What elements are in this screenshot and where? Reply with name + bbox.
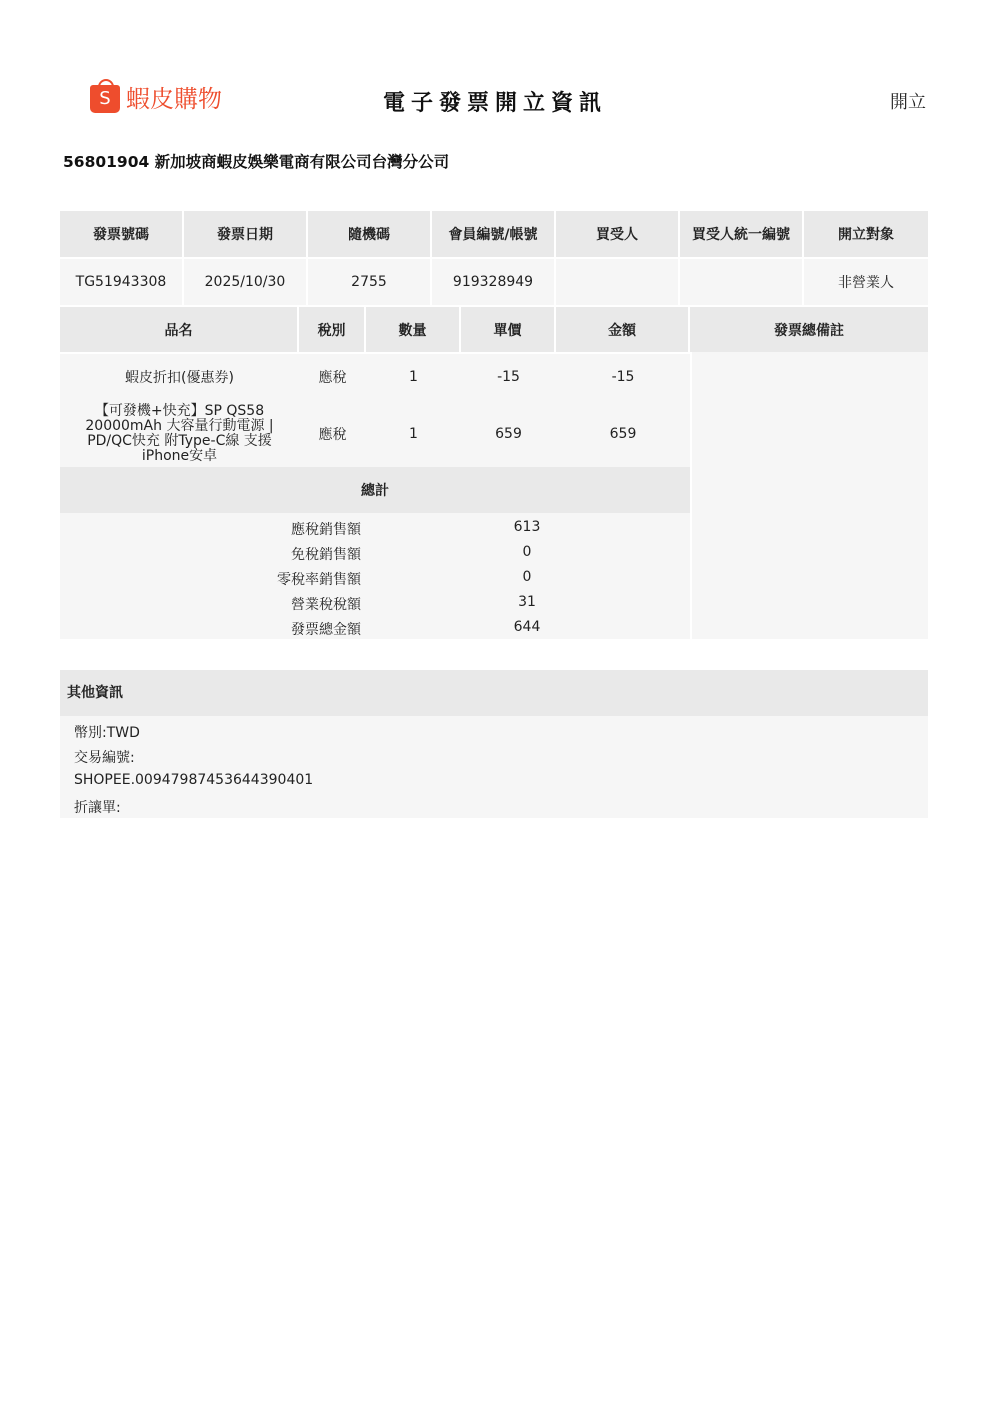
col-member-id: 會員編號/帳號: [432, 211, 556, 257]
business-tax-value: 31: [518, 594, 536, 610]
taxable-sales-value: 613: [513, 519, 541, 535]
invoice-total-value: 644: [513, 619, 541, 635]
col-buyer-tax-id: 買受人統一編號: [680, 211, 804, 257]
seller-info: 56801904 新加坡商蝦皮娛樂電商有限公司台灣分公司: [63, 153, 450, 171]
col-issue-target: 開立對象: [804, 211, 928, 257]
taxable-sales-label: 應稅銷售額: [291, 522, 361, 538]
currency-line: 幣別:TWD: [74, 725, 140, 741]
col-remarks: 發票總備註: [690, 307, 928, 352]
col-invoice-number: 發票號碼: [60, 211, 184, 257]
item-quantity: 1: [366, 400, 461, 467]
col-amount: 金額: [556, 307, 690, 352]
buyer-tax-id: [680, 259, 804, 305]
col-tax-type: 稅別: [299, 307, 366, 352]
invoice-date: 2025/10/30: [184, 259, 308, 305]
remarks-area: [690, 352, 928, 639]
buyer: [556, 259, 680, 305]
invoice-total-label: 發票總金額: [291, 622, 361, 638]
page-title: 電子發票開立資訊: [382, 91, 607, 116]
col-unit-price: 單價: [461, 307, 556, 352]
item-name: 【可發機+快充】SP QS58 20000mAh 大容量行動電源 | PD/QC快充 附Type-C線 支援 iPhone安卓: [60, 400, 299, 467]
item-tax-type: 應稅: [299, 400, 366, 467]
totals-area: [60, 513, 690, 639]
tax-free-sales-label: 免稅銷售額: [291, 547, 361, 563]
shopping-bag-icon: S: [90, 79, 120, 113]
zero-rate-sales-label: 零稅率銷售額: [277, 572, 361, 588]
allowance-line: 折讓單:: [74, 800, 121, 816]
col-item-name: 品名: [60, 307, 299, 352]
item-unit-price: -15: [461, 354, 556, 400]
transaction-id-value: SHOPEE.00947987453644390401: [74, 772, 314, 788]
totals-header: 總計: [60, 467, 690, 513]
item-name: 蝦皮折扣(優惠券): [60, 354, 299, 400]
other-info-title: 其他資訊: [60, 670, 928, 716]
col-random-code: 隨機碼: [308, 211, 432, 257]
issue-target: 非營業人: [804, 259, 928, 305]
col-invoice-date: 發票日期: [184, 211, 308, 257]
invoice-number: TG51943308: [60, 259, 184, 305]
zero-rate-sales-value: 0: [522, 569, 532, 585]
col-buyer: 買受人: [556, 211, 680, 257]
logo-text: 蝦皮購物: [126, 84, 222, 113]
item-unit-price: 659: [461, 400, 556, 467]
business-tax-label: 營業稅稅額: [291, 597, 361, 613]
item-tax-type: 應稅: [299, 354, 366, 400]
item-amount: 659: [556, 400, 690, 467]
invoice-status: 開立: [890, 92, 926, 113]
col-quantity: 數量: [366, 307, 461, 352]
tax-free-sales-value: 0: [522, 544, 532, 560]
item-amount: -15: [556, 354, 690, 400]
transaction-id-label: 交易編號:: [74, 750, 135, 766]
other-info-body: [60, 716, 928, 818]
random-code: 2755: [308, 259, 432, 305]
item-quantity: 1: [366, 354, 461, 400]
member-id: 919328949: [432, 259, 556, 305]
